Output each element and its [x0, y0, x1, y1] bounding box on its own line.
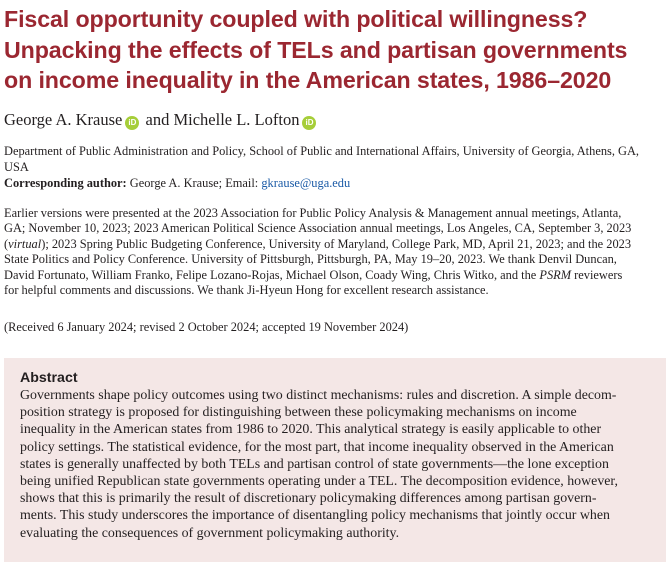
author-connector: and [145, 110, 170, 129]
abstract-line: shows that this is primarily the result of discretionary policymaking differences among partisan govern- [20, 491, 597, 507]
author-krause[interactable]: George A. Krause [4, 110, 123, 129]
ack-line: Earlier versions were presented at the 2023 Association for Public Policy Analysis & Management annual meetings, Atlanta, [4, 206, 622, 220]
abstract-line: position strategy is proposed for distinguishing between these policymaking mechanisms on income [20, 405, 577, 421]
ack-italic-journal: PSRM [539, 267, 572, 282]
ack-line: David Fortunato, William Franko, Felipe Lozano-Rojas, Michael Olson, Coady Wing, Chris Witko, and the PSRM reviewers [4, 267, 623, 282]
orcid-icon[interactable]: iD [302, 116, 316, 130]
abstract-line: inequality in the American states from 1986 to 2020. This analytical strategy is easily applicable to other [20, 422, 602, 438]
author-lofton[interactable]: Michelle L. Lofton [173, 110, 300, 129]
corresponding-author-label: Corresponding author: [4, 176, 127, 190]
author-list [4, 110, 318, 130]
corresponding-author [4, 176, 350, 192]
abstract-line: states is generally unaffected by both TELs and partisan control of state governments—the lone exception [20, 456, 609, 472]
corresponding-author-text: George A. Krause; Email: [129, 176, 259, 190]
abstract-heading: Abstract [20, 370, 78, 386]
title-line-2: Unpacking the effects of TELs and partisan governments [4, 36, 628, 63]
acknowledgements [4, 206, 666, 298]
ack-line: State Politics and Policy Conference. University of Pittsburgh, Pittsburgh, PA, May 19–20, 2023. We thank Denvil Duncan, [4, 252, 617, 267]
ack-italic-virtual: virtual [8, 236, 42, 251]
abstract-line: ments. This study underscores the importance of disentangling policy mechanisms that jointly occur when [20, 508, 610, 524]
orcid-icon[interactable]: iD [125, 116, 139, 130]
email-link[interactable]: gkrause@uga.edu [261, 176, 351, 190]
title-line-3: on income inequality in the American states, 1986–2020 [4, 67, 612, 93]
ack-line: for helpful comments and discussions. We thank Ji-Hyeun Hong for excellent research assistance. [4, 283, 489, 298]
abstract-box [4, 358, 666, 562]
abstract-line: Governments shape policy outcomes using two distinct mechanisms: rules and discretion. A simple decom- [20, 388, 617, 403]
article-title [4, 4, 666, 96]
ack-line: GA; November 10, 2023; 2023 American Political Science Association annual meetings, Los Angeles, CA, September 3, 2023 [4, 221, 632, 236]
received-dates: (Received 6 January 2024; revised 2 October 2024; accepted 19 November 2024) [4, 320, 409, 334]
abstract-line: policy settings. The statistical evidence, for the most part, that income inequality observed in the American [20, 439, 614, 455]
affiliation: Department of Public Administration and Policy, School of Public and International Affairs, University of Georgia, Athens, GA, USA [4, 144, 640, 174]
title-line-1: Fiscal opportunity coupled with political willingness? [4, 6, 588, 32]
ack-line: (virtual); 2023 Spring Public Budgeting Conference, University of Maryland, College Park, MD, April 21, 2023; and the 2023 [4, 236, 632, 251]
abstract-text [20, 387, 654, 542]
abstract-line: being unified Republican state governments operating under a TEL. The decomposition evidence, however, [20, 474, 618, 490]
abstract-line: evaluating the consequences of government policymaking authority. [20, 525, 400, 541]
